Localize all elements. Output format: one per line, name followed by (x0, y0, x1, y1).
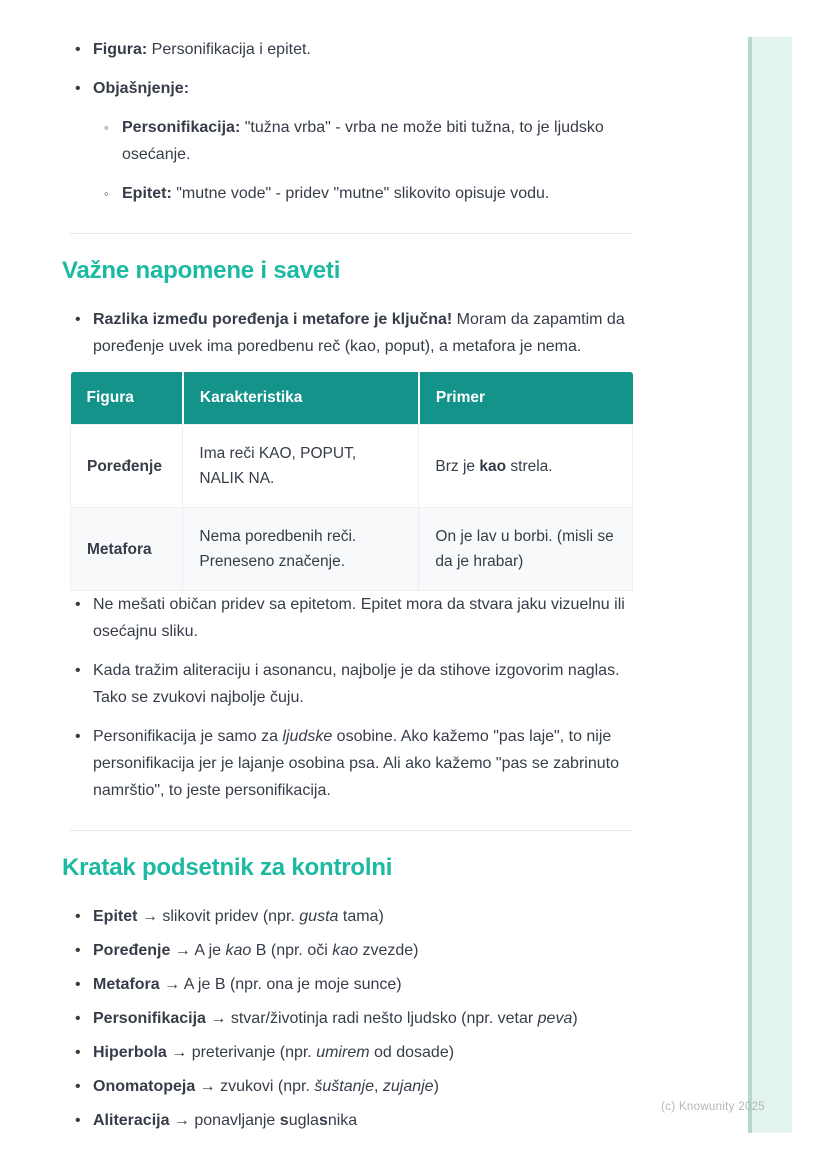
bullet-marker-icon: • (75, 908, 81, 925)
list-item-text (122, 119, 604, 163)
list-item (62, 903, 634, 930)
bullet-marker-icon: • (75, 311, 81, 328)
text-segment: Brz je (435, 457, 480, 475)
list-item (62, 1005, 634, 1032)
text-segment: "mutne vode" - pridev "mutne" slikovito opisuje vodu. (171, 185, 550, 202)
text-segment: umirem (316, 1044, 370, 1061)
text-segment: zujanje (382, 1078, 434, 1095)
list-item (62, 1107, 634, 1134)
table-header-cell: Figura (71, 372, 183, 425)
figures-table (70, 372, 633, 591)
table-header-cell: Karakteristika (183, 372, 419, 425)
bullet-marker-icon: • (75, 942, 81, 959)
bullet-marker-icon: • (75, 596, 81, 613)
text-segment: zvezde) (358, 942, 419, 959)
text-segment: → A je B (npr. ona je moje sunce) (159, 976, 402, 993)
list-item-text (93, 1010, 578, 1027)
text-segment: kao (479, 457, 507, 475)
list-item (62, 180, 634, 207)
bullet-marker-icon: • (75, 1010, 81, 1027)
list-item-text (93, 662, 620, 706)
bullet-marker-icon: ◦ (104, 120, 109, 135)
text-segment: gusta (299, 908, 339, 925)
document-content (62, 36, 634, 1141)
section-title-reminder: Kratak podsetnik za kontrolni (62, 854, 393, 881)
list-item-text (93, 80, 189, 97)
copyright-note: (c) Knowunity 2025 (661, 1101, 765, 1113)
reminder-section (62, 903, 634, 1134)
table-cell (71, 425, 183, 508)
text-segment: On je lav u borbi. (misli se da je hrabar) (435, 528, 614, 570)
text-segment: Figura: (93, 41, 148, 58)
text-segment: Hiperbola (93, 1044, 167, 1061)
text-segment: → slikovit pridev (npr. (137, 908, 300, 925)
text-segment: Objašnjenje: (93, 80, 190, 97)
text-segment: Poređenje (93, 942, 171, 959)
text-segment: Epitet: (122, 185, 172, 202)
list-item-text (93, 1044, 454, 1061)
text-segment: → zvukovi (npr. (195, 1078, 315, 1095)
text-segment: kao (332, 942, 359, 959)
list-item (62, 1039, 634, 1066)
bullet-marker-icon: • (75, 976, 81, 993)
list-item-text (93, 311, 625, 355)
text-segment: Moram da zapamtim da poređenje uvek ima poredbenu reč (kao, poput), a metafora je nema. (93, 311, 625, 355)
text-segment: ugla (288, 1112, 319, 1129)
list-item (62, 937, 634, 964)
text-segment: osobine. Ako kažemo "pas laje", to nije personifikacija jer je lajanje osobina psa. Ali ako kažemo "pas se zabrinuto namrštio", to jeste personifikacija. (93, 728, 619, 799)
text-segment: "tužna vrba" - vrba ne može biti tužna, to je ljudsko osećanje. (122, 119, 604, 163)
bullet-marker-icon: ◦ (104, 186, 109, 201)
list-item-text (93, 728, 619, 799)
section-title-notes: Važne napomene i saveti (62, 257, 341, 284)
text-segment: s (318, 1112, 328, 1129)
list-item-text (93, 1078, 439, 1095)
text-segment: , (373, 1078, 383, 1095)
figures-table-body (71, 425, 633, 591)
table-cell (183, 425, 419, 508)
notes-key-list (62, 306, 634, 360)
text-segment: Epitet (93, 908, 138, 925)
text-segment: → ponavljanje (169, 1112, 280, 1129)
text-segment: → stvar/životinja radi nešto ljudsko (npr. vetar (205, 1010, 538, 1027)
text-segment: s (279, 1112, 289, 1129)
text-segment: Personifikacija: (122, 119, 241, 136)
text-segment: Metafora (87, 540, 152, 558)
table-cell (71, 508, 183, 591)
table-header-row (71, 372, 633, 425)
text-segment: Personifikacija i epitet. (147, 41, 311, 58)
bullet-marker-icon: • (75, 80, 81, 97)
text-segment: ) (433, 1078, 439, 1095)
table-row (71, 425, 633, 508)
text-segment: B (npr. oči (251, 942, 333, 959)
bullet-marker-icon: • (75, 1112, 81, 1129)
list-item-text (93, 1112, 357, 1129)
bullet-marker-icon: • (75, 1044, 81, 1061)
text-segment: → preterivanje (npr. (166, 1044, 317, 1061)
text-segment: peva (537, 1010, 573, 1027)
text-segment: Aliteracija (93, 1112, 170, 1129)
text-segment: ljudske (282, 728, 333, 745)
text-segment: Ima reči KAO, POPUT, NALIK NA. (199, 445, 357, 487)
text-segment: Personifikacija je samo za (93, 728, 283, 745)
list-item (62, 114, 634, 168)
section-divider (70, 830, 633, 831)
text-segment: Razlika između poređenja i metafore je ključna! (93, 311, 453, 328)
table-cell (183, 508, 419, 591)
list-item-text (122, 185, 549, 202)
text-segment: → A je (170, 942, 226, 959)
text-segment: Personifikacija (93, 1010, 206, 1027)
text-segment: strela. (506, 457, 553, 475)
list-item (62, 306, 634, 360)
reminder-list (62, 903, 634, 1134)
list-item (62, 591, 634, 645)
text-segment: tama) (338, 908, 384, 925)
table-row (71, 508, 633, 591)
list-item (62, 75, 634, 102)
notes-tips-list (62, 591, 634, 804)
list-item (62, 36, 634, 63)
list-item (62, 1073, 634, 1100)
text-segment: šuštanje (314, 1078, 374, 1095)
list-item (62, 657, 634, 711)
figures-table-head (71, 372, 633, 425)
bullet-marker-icon: • (75, 41, 81, 58)
text-segment: od dosade) (369, 1044, 455, 1061)
text-segment: ) (572, 1010, 578, 1027)
list-item (62, 971, 634, 998)
bullet-marker-icon: • (75, 1078, 81, 1095)
list-item-text (93, 942, 418, 959)
list-item-text (93, 41, 311, 58)
list-item-text (93, 908, 384, 925)
text-segment: Kada tražim aliteraciju i asonancu, najbolje je da stihove izgovorim naglas. Tako se zvukovi najbolje čuju. (93, 662, 620, 706)
intro-list (62, 36, 634, 207)
bullet-marker-icon: • (75, 662, 81, 679)
text-segment: Nema poredbenih reči. Preneseno značenje. (199, 528, 357, 570)
text-segment: kao (225, 942, 252, 959)
text-segment: Poređenje (87, 457, 162, 475)
bullet-marker-icon: • (75, 728, 81, 745)
section-divider (70, 233, 633, 234)
table-cell (419, 508, 633, 591)
text-segment: Metafora (93, 976, 160, 993)
table-header-cell: Primer (419, 372, 633, 425)
page-margin-stripe (748, 37, 792, 1133)
list-item-text (93, 976, 402, 993)
list-item (62, 723, 634, 804)
text-segment: nika (327, 1112, 358, 1129)
text-segment: Ne mešati običan pridev sa epitetom. Epitet mora da stvara jaku vizuelnu ili osećajnu sliku. (93, 596, 625, 640)
list-item-text (93, 596, 625, 640)
table-cell (419, 425, 633, 508)
text-segment: Onomatopeja (93, 1078, 196, 1095)
